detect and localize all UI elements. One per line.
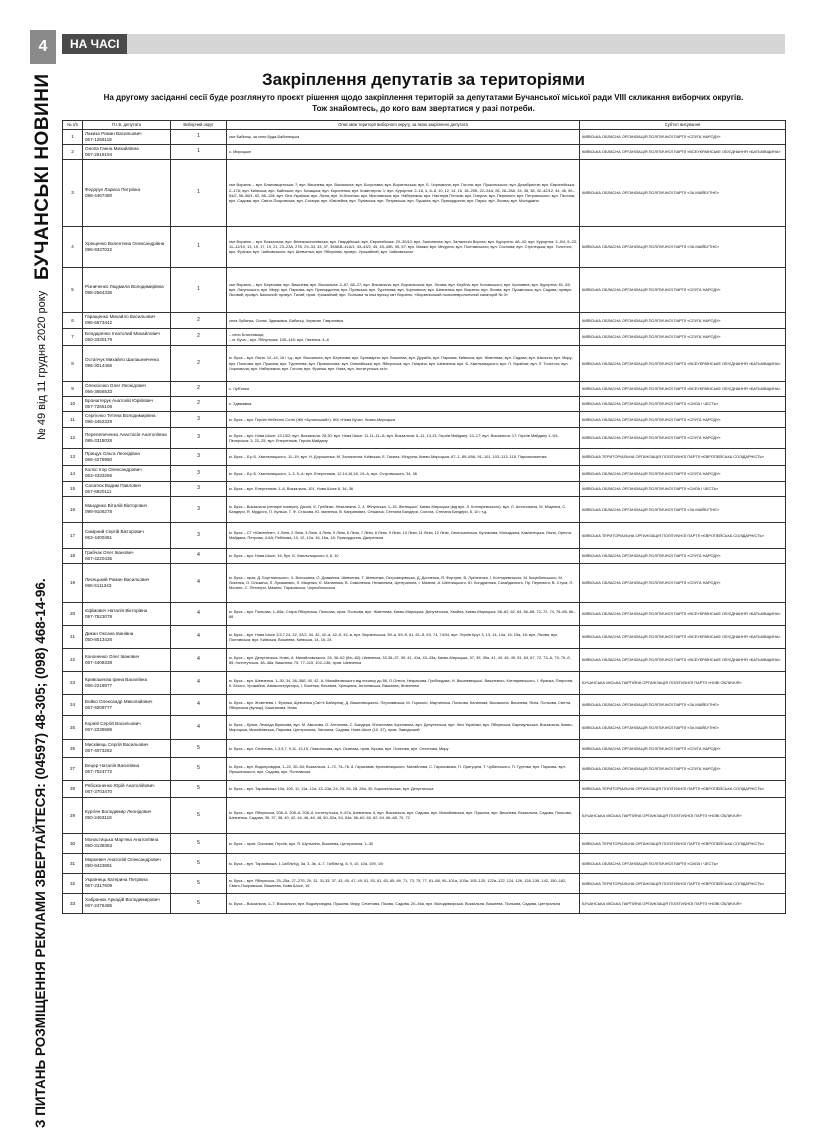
deputy-cell: [83, 833, 171, 853]
description-cell: м. Буча – Вокзальна, 1–7, Вокзальна, вул. Водопровідна, Пушкіна, Миру, Сеченова, Пікова, Садова, 20–46а, вул. Володимирська, Вокзальна, Вишнева, Польова, Садова, Центральна: [227, 893, 580, 913]
description-cell: м. Буча – вул. Тарасівська, 1,1а/б/в/г/д, 3а, 3, 3в, 4–7, 7а/б/в/г/д, 8, 9, 10, 10а, 10б, 10г: [227, 853, 580, 873]
row-number: 11: [63, 411, 83, 427]
issue-info: № 49 від 11 грудня 2020 року: [36, 290, 48, 440]
description-cell: м. Буча – бульв. Леоніда Бірюкова, вул. М. Амосова, О. Антонова, С. Бандери, В'ячеслава Чорновола, вул. Депутатська, вул. Лесі Українки, вул. Яблунська, Барнаульська, Вокзальна, Києво-Мироцька, Михайлівська, Паркова, Центральна, Затишна, Садова, Нова Шосе (10, 37), пров. Заводський: [227, 715, 580, 739]
district-cell: 2: [171, 345, 227, 381]
table-row: [63, 267, 786, 312]
description-cell: м. Буча – вул. Тарасівська 10а, 10б, 11, 11а, 12а, 13–23а, 24, 25, 26, 28, 28а, 30, Бориспільська, вул. Депутатська: [227, 780, 580, 797]
row-number: 10: [63, 396, 83, 411]
deputy-name: Онопа Ганна Михайлівна: [85, 145, 139, 151]
district-cell: 5: [171, 853, 227, 873]
deputy-name: Кургіян Володимир Леонідович: [85, 809, 152, 815]
deputy-phone: 067-3703470: [85, 788, 113, 794]
deputy-name: Бойко Олександр Миколайович: [85, 698, 153, 704]
party-cell: КИЇВСЬКА ТЕРИТОРІАЛЬНА ОРГАНІЗАЦІЯ ПОЛІТИЧНОЇ ПАРТІЇ «ЄВРОПЕЙСЬКА СОЛІДАРНІСТЬ»: [580, 780, 786, 797]
table-row: [63, 780, 786, 797]
table-row: [63, 226, 786, 267]
deputy-name: Бронштерук Анатолій Юрійович: [85, 397, 153, 403]
deputy-phone: 097-7523079: [85, 613, 113, 619]
table-row: [63, 159, 786, 226]
table-row: [63, 797, 786, 833]
district-cell: 4: [171, 548, 227, 563]
deputy-phone: 095-6673442: [85, 320, 113, 326]
table-row: [63, 757, 786, 780]
header-deputy: П.І.Б. депутата: [83, 121, 171, 130]
district-cell: 3: [171, 427, 227, 448]
description-cell: м. Буча – Вокзальна (непарні номери), Дачна, Є. Гребінки, Незалежна, 2, 4, Яблунська, 1–15, Жетецької, Києво-Мироцька (від вул. Л. Котляревського); вул. Л. Антоновича, М. Міщенка, С. Бандери, Я. Мудрого, П. Куліша, Т. Ф. Стасова, Ю. Іваненка, В. Капранових, Ольжича, Степана Бандери, Солоха, Степана Бандери, 8, 10 і т.д.: [227, 496, 580, 522]
district-cell: 3: [171, 496, 227, 522]
deputy-name: Кононенко Олег Іванович: [85, 653, 140, 659]
row-number: 12: [63, 427, 83, 448]
party-cell: КИЇВСЬКА ОБЛАСНА ОРГАНІЗАЦІЯ ПОЛІТИЧНОЇ ПАРТІЇ «СИЛА І ЧЕСТЬ»: [580, 853, 786, 873]
deputy-name: Остапчук Михайло Шалашниченко: [85, 357, 160, 363]
row-number: 4: [63, 226, 83, 267]
district-cell: 4: [171, 602, 227, 625]
header-party: Суб'єкт висування: [580, 121, 786, 130]
party-cell: КИЇВСЬКА ОБЛАСНА ОРГАНІЗАЦІЯ ПОЛІТИЧНОЇ ПАРТІЇ «ЗА МАЙБУТНЄ»: [580, 496, 786, 522]
deputy-cell: [83, 625, 171, 648]
party-cell: КИЇВСЬКА ОБЛАСНА ОРГАНІЗАЦІЯ ПОЛІТИЧНОЇ ПАРТІЇ «СЛУГА НАРОДУ»: [580, 312, 786, 328]
table-body: [63, 129, 786, 913]
row-number: 29: [63, 797, 83, 833]
description-cell: м. Буча – б-р Б. Хмельницького, 11–19; вул. Н. Дорошенка; М. Залізнична, Київська; Є. Гасина, Мічуріна, Києво-Мироцька; 87–1, 89–89А, 91–101, 103–113, 115, Пархомчиленка: [227, 448, 580, 465]
party-cell: КИЇВСЬКА ОБЛАСНА ОРГАНІЗАЦІЯ ПОЛІТИЧНОЇ ПАРТІЇ «СЛУГА НАРОДУ»: [580, 465, 786, 481]
row-number: 5: [63, 267, 83, 312]
left-sidebar: [30, 30, 56, 1128]
description-cell: смт Ворзель – вул. Благовіщенська: 7; вул. Вишнева; вул. Вокзальна; вул. Богуслава; вул. Ворзельська; вул. Б. Чорновола; вул. Гоголя; вул. Пушкінського; вул. Декабристів; вул. Європейська: 2–17А; вул. Київська; вул. Кайнське; вул. Козацька; вул. Короленка; вул. Комінтерна: 1; вул. Курортна: 2–18, 4, 6–8, 10, 12, 14, 16, 18–20Б, 22–24А, 26, 28–28А, 34, 36, 38, 42–42/12, 44, 46, 50–54/2, 56–56/1, 62, 66–128; вул. Лесі Українки; вул. Лісна; вул. М.Лисенка; вул. Мисливська; вул. Набережна; вул. Настерів Потоків; вул. Озерна; вул. Перемоги; вул. Петровського; вул. Пісочна; вул. Садова; вул. Свято-Покровська; вул. Сосюри; вул. Ювілейна; вул. Пухівська; вул. Петрівська; вул. Пушкіна; вул. Прикордонна; вул. Парко; вул. Лісова; вул. Молодіжна: [227, 159, 580, 226]
district-cell: 1: [171, 144, 227, 159]
row-number: 6: [63, 312, 83, 328]
party-cell: КИЇВСЬКА ОБЛАСНА ОРГАНІЗАЦІЯ ПОЛІТИЧНОЇ ПАРТІЇ «ВСЕУКРАЇНСЬКЕ ОБ'ЄДНАННЯ «БАТЬКІВЩИНА»: [580, 602, 786, 625]
party-cell: КИЇВСЬКА ОБЛАСНА ОРГАНІЗАЦІЯ ПОЛІТИЧНОЇ ПАРТІЇ «СЛУГА НАРОДУ»: [580, 563, 786, 602]
deputy-phone: 096-9337022: [85, 246, 113, 252]
deputy-name: Різниченко Людмила Володимирівна: [85, 283, 164, 289]
table-row: [63, 481, 786, 496]
district-cell: 1: [171, 129, 227, 144]
deputy-phone: 050-3330179: [85, 336, 113, 342]
deputy-phone: 067-4408338: [85, 659, 113, 665]
deputy-cell: [83, 144, 171, 159]
deputy-name: Гаращенко Михайло Васильович: [85, 314, 156, 320]
deputy-phone: 067-2317609: [85, 883, 113, 889]
row-number: 22: [63, 648, 83, 671]
district-cell: 3: [171, 411, 227, 427]
table-row: [63, 411, 786, 427]
deputy-phone: 066-3656533: [85, 388, 113, 394]
description-cell: м. Буча – вул. Нова Шосе, 16, бул. Б. Хмельницького 4, 6, 10: [227, 548, 580, 563]
party-cell: КИЇВСЬКА ОБЛАСНА ОРГАНІЗАЦІЯ ПОЛІТИЧНОЇ ПАРТІЇ «ЗА МАЙБУТНЄ»: [580, 159, 786, 226]
deputy-name: Бецер Наталія Василівна: [85, 762, 140, 768]
description-cell: м. Буча – вул. Героїв Небесної Сотні (ЖК «Бучанський»), ЖК «Нова Буча», Києво-Мироцька: [227, 411, 580, 427]
deputy-phone: 067-2236586: [85, 727, 113, 733]
deputy-cell: [83, 671, 171, 694]
deputy-phone: 066-4275960: [85, 456, 113, 462]
description-cell: села Лубянка, Синяк, Здвижівка, Бабинці, Червоне, Гаврилівка: [227, 312, 580, 328]
district-cell: 4: [171, 715, 227, 739]
table-row: [63, 893, 786, 913]
description-cell: м. Буча – вул. Депутатська, Нова, А. Михайловського, 26, 36–62 (б/п–82); Шевченка, 33,35–37, 39, 41, 41а, 43–43а, Києво-Мироцька, 37, 39, 39а, 41, 43, 45, 49, 51, 63, 67, 72, 73–А, 79, 79–б, 85; Інститутська, 48–48а, Вишнева, 75, 77–115, 102–138, пров. Шевченка: [227, 648, 580, 671]
deputy-phone: 067-7024772: [85, 768, 113, 774]
deputy-cell: [83, 780, 171, 797]
table-row: [63, 873, 786, 893]
table-row: [63, 427, 786, 448]
deputy-phone: 095-3318028: [85, 437, 113, 443]
description-cell: м. Буча – вул. Польова, 1–68а, Стара Яблунська, Польова, пров. Польова, вул. Жовтнева, Києво-Мироцька, Депутатська, Хвойна, Києво-Мироцька, 56–62, 62, 64, 66–68, 72–72, 74, 76–86, 86–88: [227, 602, 580, 625]
district-cell: 5: [171, 780, 227, 797]
party-cell: КИЇВСЬКА ОБЛАСНА ОРГАНІЗАЦІЯ ПОЛІТИЧНОЇ ПАРТІЇ «СЛУГА НАРОДУ»: [580, 427, 786, 448]
deputy-cell: [83, 715, 171, 739]
description-cell: с. Здвижівка: [227, 396, 580, 411]
row-number: 30: [63, 833, 83, 853]
deputy-phone: 096-4452329: [85, 419, 113, 425]
row-number: 31: [63, 853, 83, 873]
party-cell: КИЇВСЬКА ОБЛАСНА ОРГАНІЗАЦІЯ ПОЛІТИЧНОЇ ПАРТІЇ «ЗА МАЙБУТНЄ»: [580, 694, 786, 715]
deputy-phone: 067-7265108: [85, 403, 113, 409]
deputies-table: [62, 120, 786, 914]
deputy-cell: [83, 739, 171, 757]
party-cell: КИЇВСЬКА ОБЛАСНА ОРГАНІЗАЦІЯ ПОЛІТИЧНОЇ ПАРТІЇ «ЗА МАЙБУТНЄ»: [580, 226, 786, 267]
row-number: 9: [63, 381, 83, 396]
deputy-cell: [83, 448, 171, 465]
deputy-cell: [83, 427, 171, 448]
description-cell: м. Буча – вул. Лісна: 12–14, 16 і т.д.; вул. Вокзальна; вул. Березова; вул. Бульварна; вул. Вишнева, вул. Дружби, вул. Паркова; Київська; вул. Жовтнева; вул. Садова; вул. Шкільна; вул. Миру; вул. Польова; вул. Пушкіна; вул. Тургенєва; вул. Промислова; вул. Олімпійська; вул. Яблунська; вул. Гагаріна; вул. Шевченка; вул. Б. Хмельницького; вул. Л. Українки; вул. Л. Толстого; вул. Чорновола; вул. Набережна; вул. Гоголя; вул. Франка, вул. Нова, вул. Інститутська та ін.: [227, 345, 580, 381]
deputy-cell: [83, 411, 171, 427]
deputy-cell: [83, 345, 171, 381]
deputy-cell: [83, 602, 171, 625]
deputy-phone: 098-9106278: [85, 509, 113, 515]
table-row: [63, 563, 786, 602]
party-cell: КИЇВСЬКА ОБЛАСНА ОРГАНІЗАЦІЯ ПОЛІТИЧНОЇ ПАРТІЇ «ВСЕУКРАЇНСЬКЕ ОБ'ЄДНАННЯ «БАТЬКІВЩИНА»: [580, 625, 786, 648]
description-cell: с. Луб'янка: [227, 381, 580, 396]
deputy-name: Мандрико Віталій Вікторович: [85, 503, 148, 509]
deputy-phone: 063-4400451: [85, 535, 113, 541]
row-number: 25: [63, 715, 83, 739]
deputy-phone: 050-8013426: [85, 636, 113, 642]
row-number: 27: [63, 757, 83, 780]
deputy-cell: [83, 129, 171, 144]
header-bar: [62, 34, 785, 54]
party-cell: КИЇВСЬКА ОБЛАСНА ОРГАНІЗАЦІЯ ПОЛІТИЧНОЇ ПАРТІЇ «ВСЕУКРАЇНСЬКЕ ОБ'ЄДНАННЯ «БАТЬКІВЩИНА»: [580, 345, 786, 381]
deputy-cell: [83, 548, 171, 563]
table-row: [63, 396, 786, 411]
party-cell: КИЇВСЬКА ОБЛАСНА ОРГАНІЗАЦІЯ ПОЛІТИЧНОЇ ПАРТІЇ «ВСЕУКРАЇНСЬКЕ ОБ'ЄДНАННЯ «БАТЬКІВЩИНА»: [580, 381, 786, 396]
article-intro: [62, 92, 785, 114]
ads-contact: З ПИТАНЬ РОЗМІЩЕННЯ РЕКЛАМИ ЗВЕРТАЙТЕСЯ: (04597) 48-305; (098) 468-14-96.: [33, 578, 48, 1128]
party-cell: КИЇВСЬКА ТЕРИТОРІАЛЬНА ОРГАНІЗАЦІЯ ПОЛІТИЧНОЇ ПАРТІЇ «ЄВРОПЕЙСЬКА СОЛІДАРНІСТЬ»: [580, 522, 786, 548]
table-row: [63, 129, 786, 144]
district-cell: 1: [171, 267, 227, 312]
row-number: 24: [63, 694, 83, 715]
deputy-name: Сергієнко Тетяна Володимирівна: [85, 413, 156, 419]
row-number: 28: [63, 780, 83, 797]
newspaper-brand: БУЧАНСЬКІ НОВИНИ: [32, 73, 53, 280]
district-cell: 2: [171, 328, 227, 345]
description-cell: м. Буча – вул. Сеченова, 1,3,5,7, 9,11, 13,15, Ломоносова, вул. Осипова, пров. Кірова, вул. Осипова, вул. Сеченова, Миру: [227, 739, 580, 757]
row-number: 8: [63, 345, 83, 381]
description-cell: м. Буча – вул. Жовтнева, І. Франка, Щевченка (Світ'є Бабаріна), Д. Вишневецького, Персиківська, М. Горького, Мартинюка, Польова, Калинова, Вокзальна, Вишнева, Ясна, Польова, Світла, Яблунська (вулиці), Каштанова, Нова: [227, 694, 580, 715]
row-number: 17: [63, 522, 83, 548]
deputy-name: Маркевич Анатолій Олександрович: [85, 857, 161, 863]
row-number: 16: [63, 496, 83, 522]
row-number: 32: [63, 873, 83, 893]
table-row: [63, 625, 786, 648]
table-row: [63, 694, 786, 715]
deputy-name: Рябоконенко Юрій Анатолійович: [85, 782, 155, 788]
article-title: Закріплення депутатів за територіями: [262, 70, 585, 89]
party-cell: КИЇВСЬКА ТЕРИТОРІАЛЬНА ОРГАНІЗАЦІЯ ПОЛІТИЧНОЇ ПАРТІЇ «ЄВРОПЕЙСЬКА СОЛІДАРНІСТЬ»: [580, 873, 786, 893]
row-number: 33: [63, 893, 83, 913]
district-cell: 3: [171, 481, 227, 496]
deputy-name: Лисецький Роман Васильович: [85, 576, 150, 582]
party-cell: БУЧАНСЬКА МІСЬКА ПАРТІЙНА ОРГАНІЗАЦІЯ ПОЛІТИЧНОЇ ПАРТІЇ «НОВІ ОБЛИЧЧЯ»: [580, 893, 786, 913]
deputy-name: Колос Ігор Олександрович: [85, 467, 142, 473]
deputy-cell: [83, 853, 171, 873]
deputy-cell: [83, 159, 171, 226]
description-cell: смт Ворзель – вул. Вокзальна; вул. Великокопанівська; вул. Гвардійська; вул. Європейська: 20–30/10; вул. Залізнична; вул. Залізничні Ворота; вул. Курортна: 4А–42; вул. Курортна: 2–9/4, 9–23, 11–12/10, 13, 15, 17, 19, 21, 23–23А, 27Б, 29–33, 33, 37, 39АБВ–41А/1, 43–43/2, 45, 45–45Б, 55, 57; вул. Маяка; вул. Мічуріна; вул. Полтавського; вул. Соснова; вул. Стрілецька; вул. Толстого; вул. Франка; вул. Чайковського; вул. Шевченка; вул. Яблунева, провул. Урожайний; вул. Чайковського: [227, 226, 580, 267]
party-cell: КИЇВСЬКА ОБЛАСНА ОРГАНІЗАЦІЯ ПОЛІТИЧНОЇ ПАРТІЇ «СЛУГА НАРОДУ»: [580, 548, 786, 563]
deputy-name: Мисківець Сергій Васильович: [85, 742, 149, 748]
table-row: [63, 144, 786, 159]
deputy-cell: [83, 522, 171, 548]
deputy-name: Єфімович Наталія Вікторівна: [85, 607, 148, 613]
party-cell: КИЇВСЬКА ТЕРИТОРІАЛЬНА ОРГАНІЗАЦІЯ ПОЛІТИЧНОЇ ПАРТІЇ «ЄВРОПЕЙСЬКА СОЛІДАРНІСТЬ»: [580, 833, 786, 853]
deputy-name: Українець Катерина Петрівна: [85, 877, 148, 883]
party-cell: КИЇВСЬКА ОБЛАСНА ОРГАНІЗАЦІЯ ПОЛІТИЧНОЇ ПАРТІЇ «СЛУГА НАРОДУ»: [580, 328, 786, 345]
intro-line: Тож знайомтесь, до кого вам звертатися у разі потреби.: [312, 104, 535, 113]
deputy-cell: [83, 226, 171, 267]
deputy-cell: [83, 694, 171, 715]
description-cell: м. Буча – вул. Яблунська, 208–5, 208–6, 208–8, Інститутська, 9–67а, Шевченка, 6, вул. Вокзальна, вул. Садова, вул. Михайлівська, вул. Пушкіна, вул. Вишнева, Вокзальна, Садова, Польова, Шевченка, Садова, 35, 37, 38, 40, 42, 44, 46–48, 48, 50–52а, 54, 54а, 56–60, 60, 62, 64, 66–68, 70, 72: [227, 797, 580, 833]
deputy-cell: [83, 381, 171, 396]
deputy-name: Кривошеєва Ірина Василівна: [85, 676, 148, 682]
table-row: [63, 548, 786, 563]
row-number: 14: [63, 465, 83, 481]
party-cell: КИЇВСЬКА ОБЛАСНА ОРГАНІЗАЦІЯ ПОЛІТИЧНОЇ ПАРТІЇ «СЛУГА НАРОДУ»: [580, 411, 786, 427]
district-cell: 3: [171, 465, 227, 481]
description-cell: м. Буча – пров. Д. Бортнянського, Ч. Волошина, О. Довженка, Шевченка, Т. Шевченка, Остромирівська, Д. Донченка, Я. Фортуни, В. Лук'яненка, І. Котляревського, М. Коцюбинського, М. Лисенка, О. Ольжича, Л. Лукашевич, Л. Міщенко, Є. Маланюка, В. Симоненка, Незалежна, Центральна, І. Мазепи, А. Шептицького, Ю. Кондратюка, Сагайдачного, Пр. Перемоги, В. Стуса, П. Могили, С. Петлюри, Мазепи, Тарасівська, Чорнобильська: [227, 563, 580, 602]
deputy-cell: [83, 873, 171, 893]
deputy-phone: 067-2619194: [85, 151, 113, 157]
table-row: [63, 465, 786, 481]
table-row: [63, 381, 786, 396]
deputy-name: Дикан Оксана Іванівна: [85, 630, 134, 636]
table-header-row: [63, 121, 786, 130]
district-cell: 1: [171, 159, 227, 226]
row-number: 3: [63, 159, 83, 226]
deputy-name: Олексієнко Олег Леонідович: [85, 382, 146, 388]
party-cell: БУЧАНСЬКА МІСЬКА ПАРТІЙНА ОРГАНІЗАЦІЯ ПОЛІТИЧНОЇ ПАРТІЇ «НОВІ ОБЛИЧЧЯ»: [580, 797, 786, 833]
deputy-name: Хабранюк Аркадій Володимирович: [85, 897, 160, 903]
description-cell: м. Буча – вул. Шевченка, 1–30, 34, 36–36б, 40, 42, А. Михайловського від початку до 56, О.Олеся, Некрасова, Грибоєдова, Н. Вишневецької, Вишневого, Котляревського, І. Франка, Патріотів, К. Білого, Урожайна, Авіаконструктора, І. Лисенка, Весняна, Хрещатик, Антонівська, Вишнева, Жовтнева: [227, 671, 580, 694]
district-cell: 4: [171, 671, 227, 694]
district-cell: 5: [171, 893, 227, 913]
description-cell: смт Ворзель – вул. Березова; вул. Вишнева; вул. Вокзальна: 2–67, 68–27; вул. Вокзальна; вул. Ворзельська; вул. Лісова; вул. Клубна; вул. Котовського; вул. Кропивна; вул. Курортна: 61, 63; вул. Лагунського; вул. Миру; вул. Паркова; вул. Прикордонна; вул. Пухівська; вул. Тургенєва; вул. Чорновола; вул. Шевченка; вул. Ворзель; вул. Лісова; вул. Пушкінська; вул. Садова; провул. Лісовий; провул. Шкільний; провул. Тихий; пров. Урожайний; вул. Польова та інші вулиці смт Ворзель; «Ворзельський психоневрологічний санаторій № 3»: [227, 267, 580, 312]
table-row: [63, 496, 786, 522]
deputy-cell: [83, 396, 171, 411]
description-cell: м. Буча – вул. Яблунська, 25–25а, 27–27б, 29, 31, 31,33, 37, 43, 45, 47, 49, 51, 53, 61, 63, 65, 69, 71, 73, 75, 77, 81–88, 90–101а, 103а, 105–120, 122а–122, 124, 126, 128–136, 142, 150–162, Свято-Покровська, Вишнева, Нова Шосе, 16: [227, 873, 580, 893]
description-cell: м. Буча – пров. Осипова, Героїв, вул. Я. Шульгина, Вишнева, Центральна, 1–30: [227, 833, 580, 853]
row-number: 7: [63, 328, 83, 345]
deputy-cell: [83, 312, 171, 328]
page-number: 4: [30, 30, 56, 64]
deputy-cell: [83, 267, 171, 312]
district-cell: 3: [171, 522, 227, 548]
deputy-cell: [83, 797, 171, 833]
header-district: Виборчий округ: [171, 121, 227, 130]
party-cell: КИЇВСЬКА ОБЛАСНА ОРГАНІЗАЦІЯ ПОЛІТИЧНОЇ ПАРТІЇ «СЛУГА НАРОДУ»: [580, 757, 786, 780]
deputy-name: Салатюк Вадим Павлович: [85, 482, 142, 488]
deputy-phone: 067-9209777: [85, 704, 113, 710]
party-cell: КИЇВСЬКА ОБЛАСНА ОРГАНІЗАЦІЯ ПОЛІТИЧНОЇ ПАРТІЇ «ВСЕУКРАЇНСЬКЕ ОБ'ЄДНАННЯ «БАТЬКІВЩИНА»: [580, 144, 786, 159]
row-number: 2: [63, 144, 83, 159]
description-cell: м. Буча – СТ «Ювілейне», 1 Лінія, 2 Лінія, 3 Лінія, 4 Лінія, 5 Лінія, 6 Лінія, 7 Лінія, 8 Лінія, 9 Лінія, 10 Лінія, 11 Лінія, 12 Лінія, Святошинська, Булгакова, Молодіжна, Кам'янецька, Лісна, Ореста Майдана, Петрова, 4-6А; Рябінова, 10, 12, 12а, 16, 16а, 18; Прикордонна, Джерельна: [227, 522, 580, 548]
deputy-phone: 098-4467480: [85, 192, 113, 198]
party-cell: КИЇВСЬКА ОБЛАСНА ОРГАНІЗАЦІЯ ПОЛІТИЧНОЇ ПАРТІЇ «ВСЕУКРАЇНСЬКЕ ОБ'ЄДНАННЯ «БАТЬКІВЩИНА»: [580, 648, 786, 671]
deputy-name: Корній Сергій Васильович: [85, 721, 141, 727]
deputy-phone: 050-2463118: [85, 815, 112, 821]
table-row: [63, 671, 786, 694]
party-cell: КИЇВСЬКА ТЕРИТОРІАЛЬНА ОРГАНІЗАЦІЯ ПОЛІТИЧНОЇ ПАРТІЇ «ЄВРОПЕЙСЬКА СОЛІДАРНІСТЬ»: [580, 448, 786, 465]
deputy-name: Лакиза Роман Васильович: [85, 130, 142, 136]
district-cell: 1: [171, 226, 227, 267]
description-cell: м. Буча – вул. Нова Шосе: 13,13/2; вул. Вокзальна: 28,30; вул. Нова Шосе: 11,11–11–А; вул. Вокзальна: 8–11, 13,13, Героїв Майдану: 10–17; вул. Вокзальна: 17; Героїв Майдану 1–9/1, Печерська: 3, 22–25; вул. Енергетиків, Героїв Майдану: [227, 427, 580, 448]
row-number: 19: [63, 563, 83, 602]
table-row: [63, 328, 786, 345]
deputy-phone: 067-2476485: [85, 903, 113, 909]
description-cell: с. Мироцьке: [227, 144, 580, 159]
district-cell: 5: [171, 757, 227, 780]
deputy-cell: [83, 648, 171, 671]
section-tag: НА ЧАСІ: [62, 34, 127, 54]
deputy-phone: 067-4220435: [85, 555, 113, 561]
table-row: [63, 739, 786, 757]
deputy-cell: [83, 465, 171, 481]
party-cell: КИЇВСЬКА ОБЛАСНА ОРГАНІЗАЦІЯ ПОЛІТИЧНОЇ ПАРТІЇ «СЛУГА НАРОДУ»: [580, 129, 786, 144]
district-cell: 4: [171, 694, 227, 715]
deputy-name: Прищук Ольга Леонідівна: [85, 450, 140, 456]
deputy-name: Хрещенко Валентина Олександрівна: [85, 240, 165, 246]
table-row: [63, 448, 786, 465]
table-row: [63, 522, 786, 548]
district-cell: 4: [171, 648, 227, 671]
description-cell: м. Буча – вул. Енергетиків, 1–6, Вокзальна, 101, Нова Шосе 8, 34, 36: [227, 481, 580, 496]
deputy-name: Перепеличенко Анастасія Анатоліївна: [85, 431, 167, 437]
party-cell: КИЇВСЬКА ОБЛАСНА ОРГАНІЗАЦІЯ ПОЛІТИЧНОЇ ПАРТІЇ «СЛУГА НАРОДУ»: [580, 267, 786, 312]
deputy-name: Монастицька Мар'яна Анатоліївна: [85, 837, 159, 843]
district-cell: 5: [171, 739, 227, 757]
row-number: 26: [63, 739, 83, 757]
table-row: [63, 833, 786, 853]
row-number: 13: [63, 448, 83, 465]
deputy-cell: [83, 496, 171, 522]
table-row: [63, 602, 786, 625]
deputy-name: Бондаренко Ігнатолий Михайлович: [85, 330, 160, 336]
party-cell: КИЇВСЬКА ОБЛАСНА ОРГАНІЗАЦІЯ ПОЛІТИЧНОЇ ПАРТІЇ «СЛУГА НАРОДУ»: [580, 739, 786, 757]
party-cell: КИЇВСЬКА ОБЛАСНА ОРГАНІЗАЦІЯ ПОЛІТИЧНОЇ ПАРТІЇ «СИЛА І ЧЕСТЬ»: [580, 396, 786, 411]
table-row: [63, 715, 786, 739]
deputy-cell: [83, 481, 171, 496]
row-number: 23: [63, 671, 83, 694]
deputy-phone: 067-6820111: [85, 488, 112, 494]
row-number: 20: [63, 602, 83, 625]
description-cell: м. Буча – б-р Б. Хмельницького, 1–3, 5–А; вул. Енергетиків, 12,14,16,18, 19–А, вул. Островського, 34, 36: [227, 465, 580, 481]
deputy-cell: [83, 757, 171, 780]
row-number: 15: [63, 481, 83, 496]
header-description: Опис меж території виборчого округу, за якою закріплено депутата: [227, 121, 580, 130]
district-cell: 3: [171, 448, 227, 465]
row-number: 18: [63, 548, 83, 563]
deputy-phone: 098-2564336: [85, 289, 113, 295]
table-row: [63, 648, 786, 671]
deputy-phone: 066-5111343: [85, 582, 112, 588]
table-row: [63, 345, 786, 381]
deputy-phone: 063-4333256: [85, 473, 113, 479]
party-cell: КИЇВСЬКА ОБЛАСНА ОРГАНІЗАЦІЯ ПОЛІТИЧНОЇ ПАРТІЇ «СИЛА І ЧЕСТЬ»: [580, 481, 786, 496]
description-cell: смт Бабинці, за сели Буда-Бабинецька: [227, 129, 580, 144]
district-cell: 2: [171, 312, 227, 328]
district-cell: 4: [171, 563, 227, 602]
deputy-cell: [83, 563, 171, 602]
header-number: № з/п: [63, 121, 83, 130]
district-cell: 2: [171, 381, 227, 396]
table-row: [63, 312, 786, 328]
intro-line: На другому засіданні сесії буде розглянуто проєкт рішення щодо закріплення територій за депутатами Бучанської міської ради VIII скликання виборчих округів.: [103, 93, 744, 102]
district-cell: 5: [171, 873, 227, 893]
description-cell: м. Буча – вул. Нова Шосе 3,5,7,24, 32, 32/2, 34, 42, 42–а, 42–б, 42–в, вул. Ворзельська, 59–а, 59–б, 61, 61–б, 63, 74, 74/34, вул. Героїв Крут 3, 13, 14, 14а, 15, 15а, 16; вул. Лісова, вул. Полтавська, вул. Київська, Вишнева, Київська, 14, 16, 24: [227, 625, 580, 648]
district-cell: 5: [171, 833, 227, 853]
deputy-name: Федорук Лариса Петрівна: [85, 186, 141, 192]
deputy-phone: 066-2218977: [85, 682, 113, 688]
deputy-phone: 096-3014456: [85, 363, 113, 369]
deputy-name: Грабчак Олег Іванович: [85, 549, 134, 555]
deputy-phone: 067-4073262: [85, 748, 113, 754]
district-cell: 4: [171, 625, 227, 648]
table-row: [63, 853, 786, 873]
deputy-cell: [83, 893, 171, 913]
deputy-cell: [83, 328, 171, 345]
description-cell: м. Буча – вул. Водопровідна, 1–22, 30–54; Вокзальна, 1–72, 74–76, 8. Гарасимів, Кропивницького, Михайлова, С. Гарасимова, П. Оригуціна, Т. Чубинського, П. Гуртова, вул. Паркова, вул. Ярошинського, вул. Садова, вул. Полтавська: [227, 757, 580, 780]
district-cell: 5: [171, 797, 227, 833]
party-cell: КИЇВСЬКА ОБЛАСНА ОРГАНІЗАЦІЯ ПОЛІТИЧНОЇ ПАРТІЇ «ЗА МАЙБУТНЄ»: [580, 715, 786, 739]
row-number: 1: [63, 129, 83, 144]
row-number: 21: [63, 625, 83, 648]
party-cell: БУЧАНСЬКА МІСЬКА ПАРТІЙНА ОРГАНІЗАЦІЯ ПОЛІТИЧНОЇ ПАРТІЇ «НОВІ ОБЛИЧЧЯ»: [580, 671, 786, 694]
deputy-phone: 067-1256118: [85, 136, 112, 142]
deputy-phone: 050-9423891: [85, 863, 113, 869]
district-cell: 2: [171, 396, 227, 411]
description-cell: – село Блиставиця; – м. Буча – вул. Яблунська: 105–145; вул. Лисенка: 4–8: [227, 328, 580, 345]
deputy-name: Смирний Сергій Вікторович: [85, 529, 144, 535]
deputy-phone: 050-3138363: [85, 843, 113, 849]
